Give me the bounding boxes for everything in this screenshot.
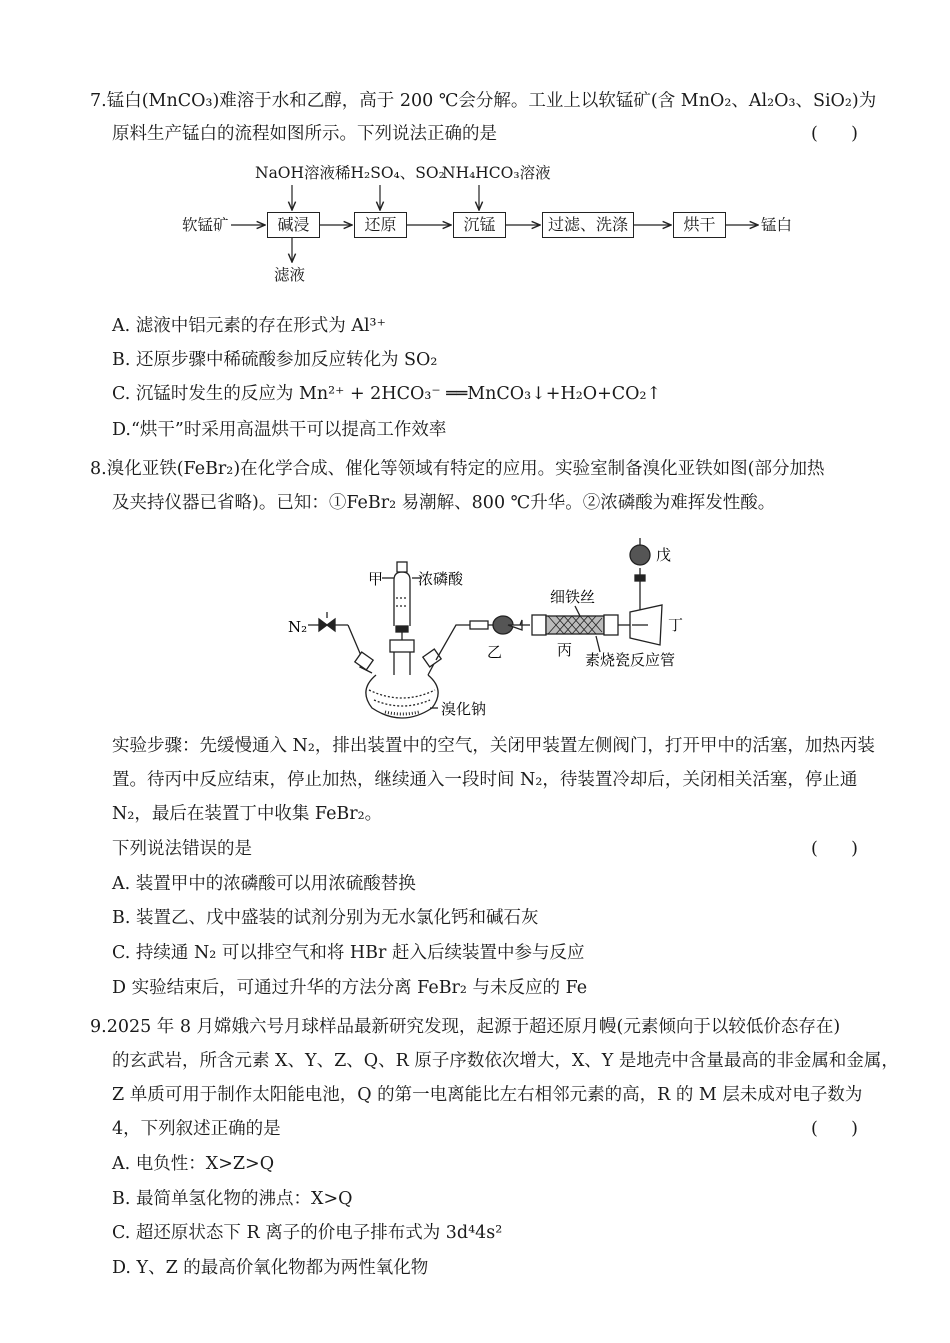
dropping-funnel	[394, 572, 410, 626]
inlet-valve	[319, 619, 335, 631]
q9-stem-line3: Z 单质可用于制作太阳能电池，Q 的第一电离能比左右相邻元素的高，R 的 M 层未成对电子数为	[112, 1085, 863, 1105]
diagram-label-iron-wire: 细铁丝	[550, 588, 596, 606]
center-stopper	[390, 640, 414, 652]
diagram-label-n2: N₂	[288, 618, 308, 636]
q9-option-d: D. Y、Z 的最高价氧化物都为两性氧化物	[112, 1258, 429, 1278]
q7-option-c: C. 沉锰时发生的反应为 Mn²⁺ + 2HCO₃⁻ ══MnCO₃↓+H₂O+CO₂↑	[112, 384, 662, 404]
flow-reagent-nh4hco3: NH₄HCO₃溶液	[442, 164, 551, 182]
q9-stem-line1	[90, 1014, 840, 1040]
q7-stem-line2: 原料生产锰白的流程如图所示。下列说法正确的是	[112, 124, 497, 144]
q7-option-a: A. 滤液中铝元素的存在形式为 Al³⁺	[112, 316, 386, 336]
q9-option-b: B. 最简单氢化物的沸点：X>Q	[112, 1189, 353, 1209]
q8-number: 8.	[90, 459, 107, 479]
q9-option-a: A. 电负性：X>Z>Q	[112, 1154, 275, 1174]
flow-arrows	[0, 0, 950, 300]
q9-stem-line2: 的玄武岩，所含元素 X、Y、Z、Q、R 原子序数依次增大，X、Y 是地壳中含量最高的非金属和金属，	[112, 1051, 899, 1071]
outlet-tube	[436, 625, 470, 660]
diagram-label-h3po4: 浓磷酸	[418, 570, 464, 588]
q8-apparatus-diagram	[280, 525, 700, 725]
q8-option-b: B. 装置乙、戊中盛装的试剂分别为无水氯化钙和碱石灰	[112, 908, 539, 928]
flask-body	[366, 675, 438, 718]
flow-step-1: 碱浸	[267, 212, 320, 238]
q9-stem-line1-text: 2025 年 8 月嫦娥六号月球样品最新研究发现，起源于超还原月幔(元素倾向于以较低价态存在)	[106, 1017, 841, 1037]
diagram-label-bing: 丙	[557, 641, 573, 659]
q8-steps-line3: N₂，最后在装置丁中收集 FeBr₂。	[112, 804, 383, 824]
flow-step-5: 烘干	[673, 212, 726, 238]
flow-reagent-naoh: NaOH溶液	[255, 164, 336, 182]
diagram-label-ding: 丁	[668, 616, 684, 634]
q7-option-b: B. 还原步骤中稀硫酸参加反应转化为 SO₂	[112, 350, 438, 370]
q9-option-c: C. 超还原状态下 R 离子的价电子排布式为 3d⁴4s²	[112, 1223, 503, 1243]
q8-steps-line1: 实验步骤：先缓慢通入 N₂，排出装置中的空气，关闭甲装置左侧阀门，打开甲中的活塞，加热丙装	[112, 736, 875, 756]
flow-end: 锰白	[761, 216, 793, 234]
q8-answer-paren: ( )	[810, 839, 858, 859]
flow-reagent-h2so4-so2: 稀H₂SO₄、SO₂	[335, 164, 445, 182]
q8-steps-line2: 置。待丙中反应结束，停止加热，继续通入一段时间 N₂，待装置冷却后，关闭相关活塞，停止通	[112, 770, 858, 790]
drying-tube-wu	[630, 545, 650, 565]
q8-option-d: D 实验结束后，可通过升华的方法分离 FeBr₂ 与未反应的 Fe	[112, 978, 588, 998]
nabr-solid	[385, 712, 419, 714]
q8-stem-line1-text: 溴化亚铁(FeBr₂)在化学合成、催化等领域有特定的应用。实验室制备溴化亚铁如图(部分加热	[106, 459, 825, 479]
q9-stem-line4: 4，下列叙述正确的是	[112, 1119, 281, 1139]
diagram-label-yi: 乙	[487, 643, 503, 661]
iron-wire-tube	[546, 616, 604, 634]
diagram-label-tube: 素烧瓷反应管	[585, 651, 676, 669]
flow-start: 软锰矿	[182, 216, 229, 234]
q7-number: 7.	[90, 91, 107, 111]
q9-answer-paren: ( )	[810, 1119, 858, 1139]
q8-stem-line2: 及夹持仪器已省略)。已知：①FeBr₂ 易潮解、800 ℃升华。②浓磷酸为难挥发性酸。	[112, 493, 776, 513]
q8-option-c: C. 持续通 N₂ 可以排空气和将 HBr 赶入后续装置中参与反应	[112, 943, 585, 963]
q8-stem-line1	[90, 456, 824, 482]
q8-option-a: A. 装置甲中的浓磷酸可以用浓硫酸替换	[112, 874, 416, 894]
diagram-label-nabr: 溴化钠	[441, 700, 487, 718]
flow-step-3: 沉锰	[453, 212, 506, 238]
diagram-label-wu: 戊	[656, 546, 672, 564]
q8-question: 下列说法错误的是	[112, 839, 252, 859]
q7-option-d: D.“烘干”时采用高温烘干可以提高工作效率	[112, 420, 447, 440]
q7-answer-paren: ( )	[810, 124, 858, 144]
q9-number: 9.	[90, 1017, 107, 1037]
flow-byproduct: 滤液	[274, 266, 306, 284]
diagram-label-jia: 甲	[368, 570, 384, 588]
flow-step-2: 还原	[354, 212, 407, 238]
q7-stem-line1-text: 锰白(MnCO₃)难溶于水和乙醇，高于 200 ℃会分解。工业上以软锰矿(含 MnO₂、Al₂O₃、SiO₂)为	[106, 91, 877, 111]
flow-step-4: 过滤、洗涤	[542, 212, 634, 238]
